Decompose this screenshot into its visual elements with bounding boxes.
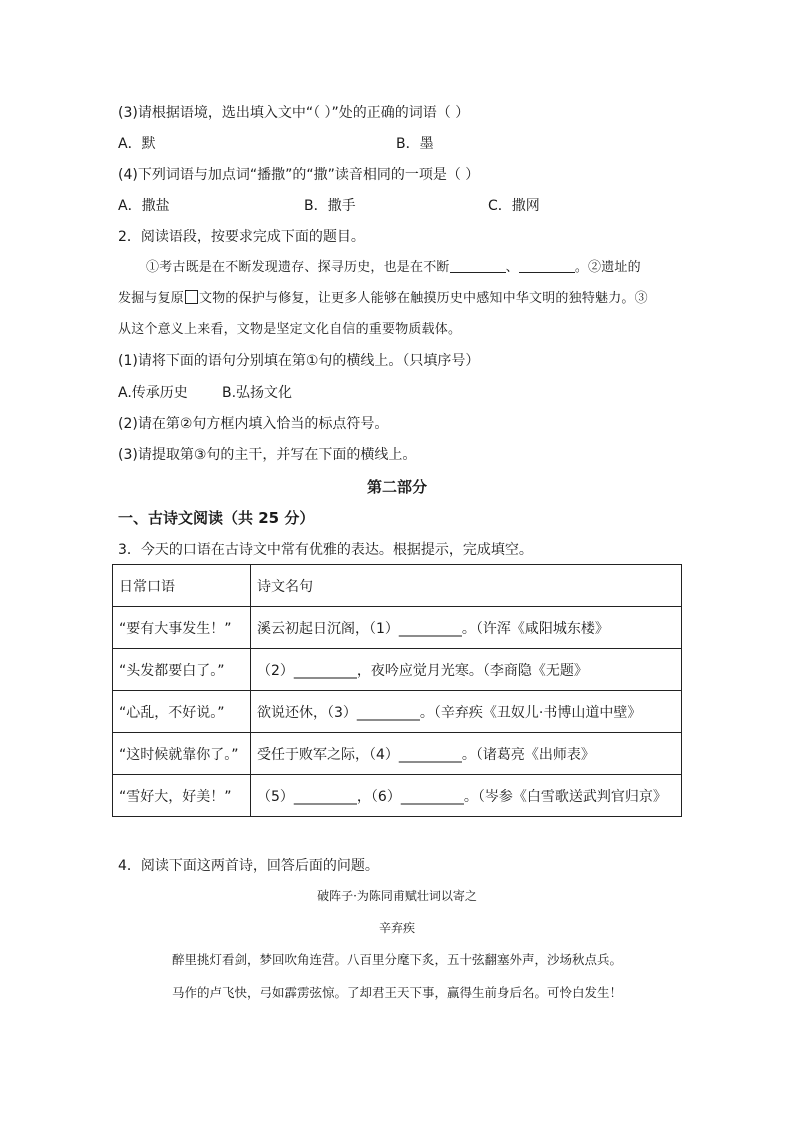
table-row [113, 607, 682, 649]
q2-title: 2．阅读语段，按要求完成下面的题目。 [118, 229, 365, 245]
table-cell-poem[interactable]: （5）_________，（6）_________。（岑参《白雪歌送武判官归京》 [251, 775, 682, 817]
table-cell-colloquial: “要有大事发生！” [113, 607, 251, 649]
table-cell-colloquial: “心乱，不好说。” [113, 691, 251, 733]
q2-sub2: (2)请在第②句方框内填入恰当的标点符号。 [118, 416, 389, 432]
q3-sub3-option-b[interactable]: B．墨 [396, 136, 434, 152]
table-row [113, 775, 682, 817]
q3-sub4-option-a[interactable]: A．撒盐 [118, 198, 170, 214]
passage-text: 、 [505, 260, 519, 275]
poem-title: 破阵子·为陈同甫赋壮词以寄之 [317, 889, 477, 903]
table-row [113, 733, 682, 775]
poem-author: 辛弃疾 [378, 921, 415, 935]
q3-sub3-option-a[interactable]: A．默 [118, 136, 156, 152]
q3-sub4-option-c[interactable]: C．撒网 [488, 198, 540, 214]
q2-passage-line1 [146, 258, 641, 278]
table-cell-poem[interactable]: 欲说还休，（3）_________。（辛弃疾《丑奴儿·书博山道中壁》 [251, 691, 682, 733]
q3-sub4-stem: (4)下列词语与加点词“播撒”的“撒”读音相同的一项是（ ） [118, 167, 480, 183]
table-header-row [113, 565, 682, 607]
q2-passage-line2 [118, 289, 648, 309]
q2-sub1-option-b[interactable]: B.弘扬文化 [222, 385, 293, 401]
answer-blank-1[interactable] [450, 258, 506, 273]
table-cell-poem[interactable]: （2）_________，夜吟应觉月光寒。（李商隐《无题》 [251, 649, 682, 691]
q2-sub1-option-a[interactable]: A.传承历史 [118, 385, 188, 401]
table-cell-colloquial: “雪好大，好美！” [113, 775, 251, 817]
part2-title: 第二部分 [366, 478, 427, 496]
answer-blank-2[interactable] [519, 258, 575, 273]
table-cell-colloquial: “头发都要白了。” [113, 649, 251, 691]
passage-text: ①考古既是在不断发现遗存、探寻历史，也是在不断 [146, 260, 450, 275]
poetry-table [112, 564, 682, 817]
q4-title: 4．阅读下面这两首诗，回答后面的问题。 [118, 858, 379, 874]
table-header: 日常口语 [113, 565, 251, 607]
table-cell-poem[interactable]: 溪云初起日沉阁，（1）_________。（许浑《咸阳城东楼》 [251, 607, 682, 649]
q3-title: 3．今天的口语在古诗文中常有优雅的表达。根据提示，完成填空。 [118, 542, 533, 558]
passage-text: 文物的保护与修复，让更多人能够在触摸历史中感知中华文明的独特魅力。③ [199, 291, 648, 306]
section-ancient-poetry: 一、古诗文阅读（共 25 分） [118, 509, 315, 527]
passage-text: 。②遗址的 [574, 260, 641, 275]
table-header: 诗文名句 [251, 565, 682, 607]
q2-sub1: (1)请将下面的语句分别填在第①句的横线上。（只填序号） [118, 353, 480, 369]
table-cell-colloquial: “这时候就靠你了。” [113, 733, 251, 775]
poem-line-2: 马作的卢飞快，弓如霹雳弦惊。了却君王天下事，赢得生前身后名。可怜白发生！ [171, 985, 622, 1000]
table-row [113, 691, 682, 733]
punctuation-box[interactable] [185, 290, 198, 304]
table-row [113, 649, 682, 691]
q2-sub3: (3)请提取第③句的主干，并写在下面的横线上。 [118, 447, 417, 463]
passage-text: 发掘与复原 [118, 291, 185, 306]
q2-passage-line3: 从这个意义上来看，文物是坚定文化自信的重要物质载体。 [118, 322, 462, 337]
q3-sub3-stem: (3)请根据语境，选出填入文中“（ ）”处的正确的词语（ ） [118, 105, 470, 121]
poem-line-1: 醉里挑灯看剑，梦回吹角连营。八百里分麾下炙，五十弦翻塞外声，沙场秋点兵。 [171, 952, 622, 967]
q3-sub4-option-b[interactable]: B．撒手 [304, 198, 356, 214]
table-cell-poem[interactable]: 受任于败军之际，（4）_________。（诸葛亮《出师表》 [251, 733, 682, 775]
